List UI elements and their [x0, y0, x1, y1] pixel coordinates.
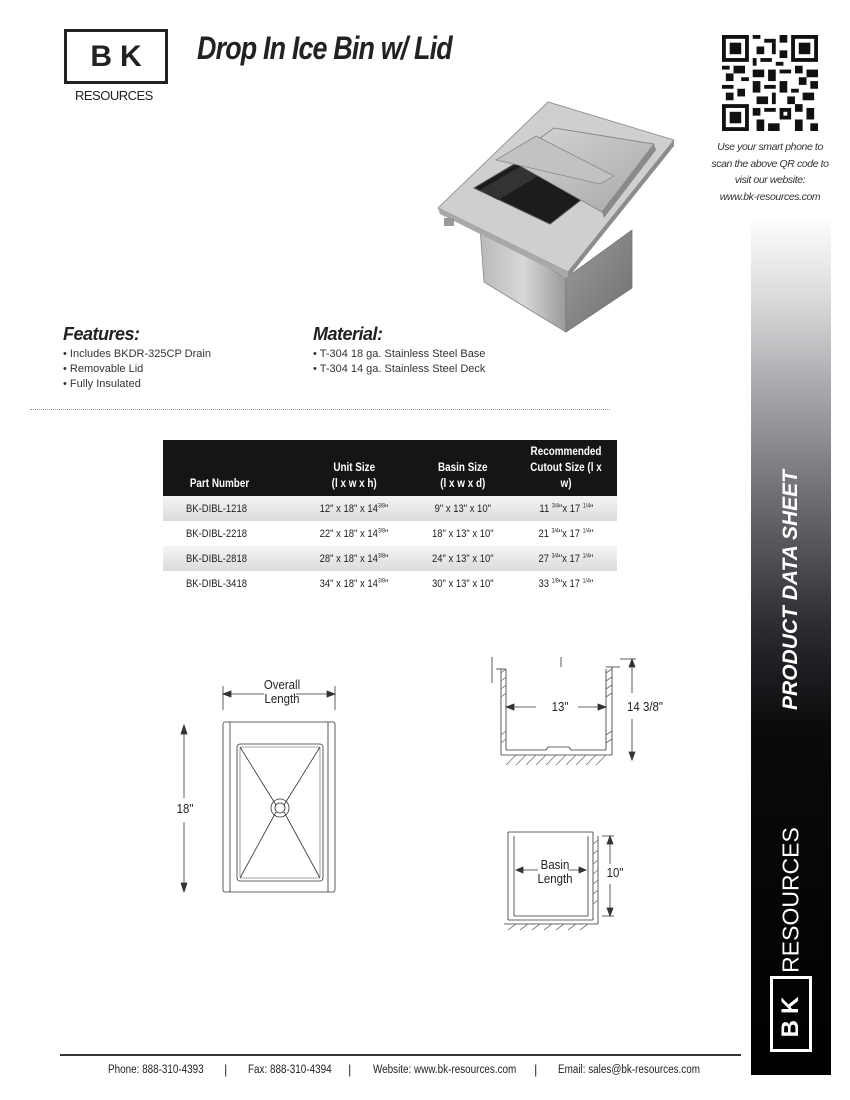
bk-logo — [64, 29, 168, 84]
page-title: Drop In Ice Bin w/ Lid — [197, 30, 452, 66]
qr-code-icon[interactable] — [722, 35, 818, 131]
logo-mark: BK — [90, 39, 150, 73]
cell-basin-size: 24" x 13" x 10" — [411, 546, 515, 571]
list-item: • Fully Insulated — [63, 378, 141, 390]
cell-cutout-size: 11 $^{3/4}$"x 17 $^{1/4}$" — [515, 496, 617, 521]
cell-cutout-size: 21 $^{3/4}$"x 17 $^{1/4}$" — [538, 527, 594, 540]
list-item: • T-304 14 ga. Stainless Steel Deck — [313, 363, 486, 375]
table-row — [163, 496, 617, 521]
col-cutout-size: Recommended Cutout Size (l x w) — [515, 440, 617, 496]
section-divider — [30, 409, 610, 410]
cell-cutout-size: 33 $^{1/8}$"x 17 $^{1/4}$" — [538, 577, 594, 590]
material-list — [313, 347, 485, 377]
sidebar-resources: RESOURCES — [777, 827, 804, 973]
footer-fax: Fax: 888-310-4394 — [248, 1064, 332, 1076]
cell-unit-size: 12" x 18" x $14^{3/8}$" — [297, 496, 411, 521]
qr-caption-website-link[interactable]: www.bk-resources.com — [719, 190, 821, 203]
qr-caption-line: visit our website: — [734, 174, 806, 186]
depth-10-label: 10" — [606, 865, 624, 880]
dim-label: Overall — [263, 677, 301, 692]
table-header-row — [163, 440, 617, 496]
list-item: • Includes BKDR-325CP Drain — [63, 348, 211, 360]
col-basin-size: Basin Size (l x w x d) — [411, 440, 515, 496]
sidebar-product-data-sheet: PRODUCT DATA SHEET — [779, 470, 802, 710]
footer-website-link[interactable]: Website: www.bk-resources.com — [373, 1064, 517, 1076]
qr-caption — [700, 139, 840, 205]
cell-part: BK-DIBL-2818 — [163, 546, 297, 571]
height-14-label: 14 3/8" — [627, 699, 663, 714]
cell-part: BK-DIBL-3418 — [185, 577, 247, 590]
cell-basin-size: 9" x 13" x 10" — [411, 496, 515, 521]
cell-part: BK-DIBL-1218 — [163, 496, 297, 521]
features-heading: Features: — [63, 324, 140, 344]
dim-label: Length — [264, 691, 300, 706]
basin-length-label — [533, 858, 577, 886]
sidebar-logo-mark: BK — [777, 990, 804, 1038]
table-row — [163, 521, 617, 546]
product-image — [436, 100, 676, 335]
features-list — [63, 347, 211, 392]
cell-basin-size: 30" x 13" x 10" — [432, 577, 494, 590]
col-unit-size: Unit Size (l x w x h) — [297, 440, 411, 496]
specs-table — [163, 440, 617, 596]
table-row — [163, 571, 617, 596]
list-item: • T-304 18 ga. Stainless Steel Base — [313, 348, 486, 360]
cell-unit-size: 22" x 18" x $14^{3/8}$" — [319, 527, 389, 540]
cell-basin-size: 18" x 13" x 10" — [432, 527, 494, 540]
qr-caption-line: Use your smart phone to — [717, 141, 823, 153]
footer-separator: | — [534, 1062, 538, 1077]
table-row — [163, 546, 617, 571]
cell-unit-size: 34" x 18" x $14^{3/8}$" — [319, 577, 389, 590]
footer-separator: | — [224, 1062, 228, 1077]
dim-label: Basin — [540, 857, 570, 872]
cell-cutout-size: 27 $^{3/4}$"x 17 $^{1/4}$" — [515, 546, 617, 571]
footer-phone[interactable]: Phone: 888-310-4393 — [108, 1064, 204, 1076]
width-13-label: 13" — [551, 699, 569, 714]
cell-unit-size: 28" x 18" x $14^{3/8}$" — [297, 546, 411, 571]
footer-separator: | — [348, 1062, 352, 1077]
col-part-number: Part Number — [163, 440, 297, 496]
overall-length-label — [256, 678, 309, 706]
footer-email-link[interactable]: Email: sales@bk-resources.com — [558, 1064, 700, 1076]
list-item: • Removable Lid — [63, 363, 144, 375]
width-18-label: 18" — [176, 801, 194, 816]
footer-divider — [60, 1054, 741, 1056]
logo-subtitle: RESOURCES — [75, 88, 153, 103]
dim-label: Length — [537, 871, 573, 886]
material-heading: Material: — [313, 324, 383, 344]
cell-part: BK-DIBL-2218 — [185, 527, 247, 540]
qr-caption-line: scan the above QR code to — [711, 157, 829, 170]
